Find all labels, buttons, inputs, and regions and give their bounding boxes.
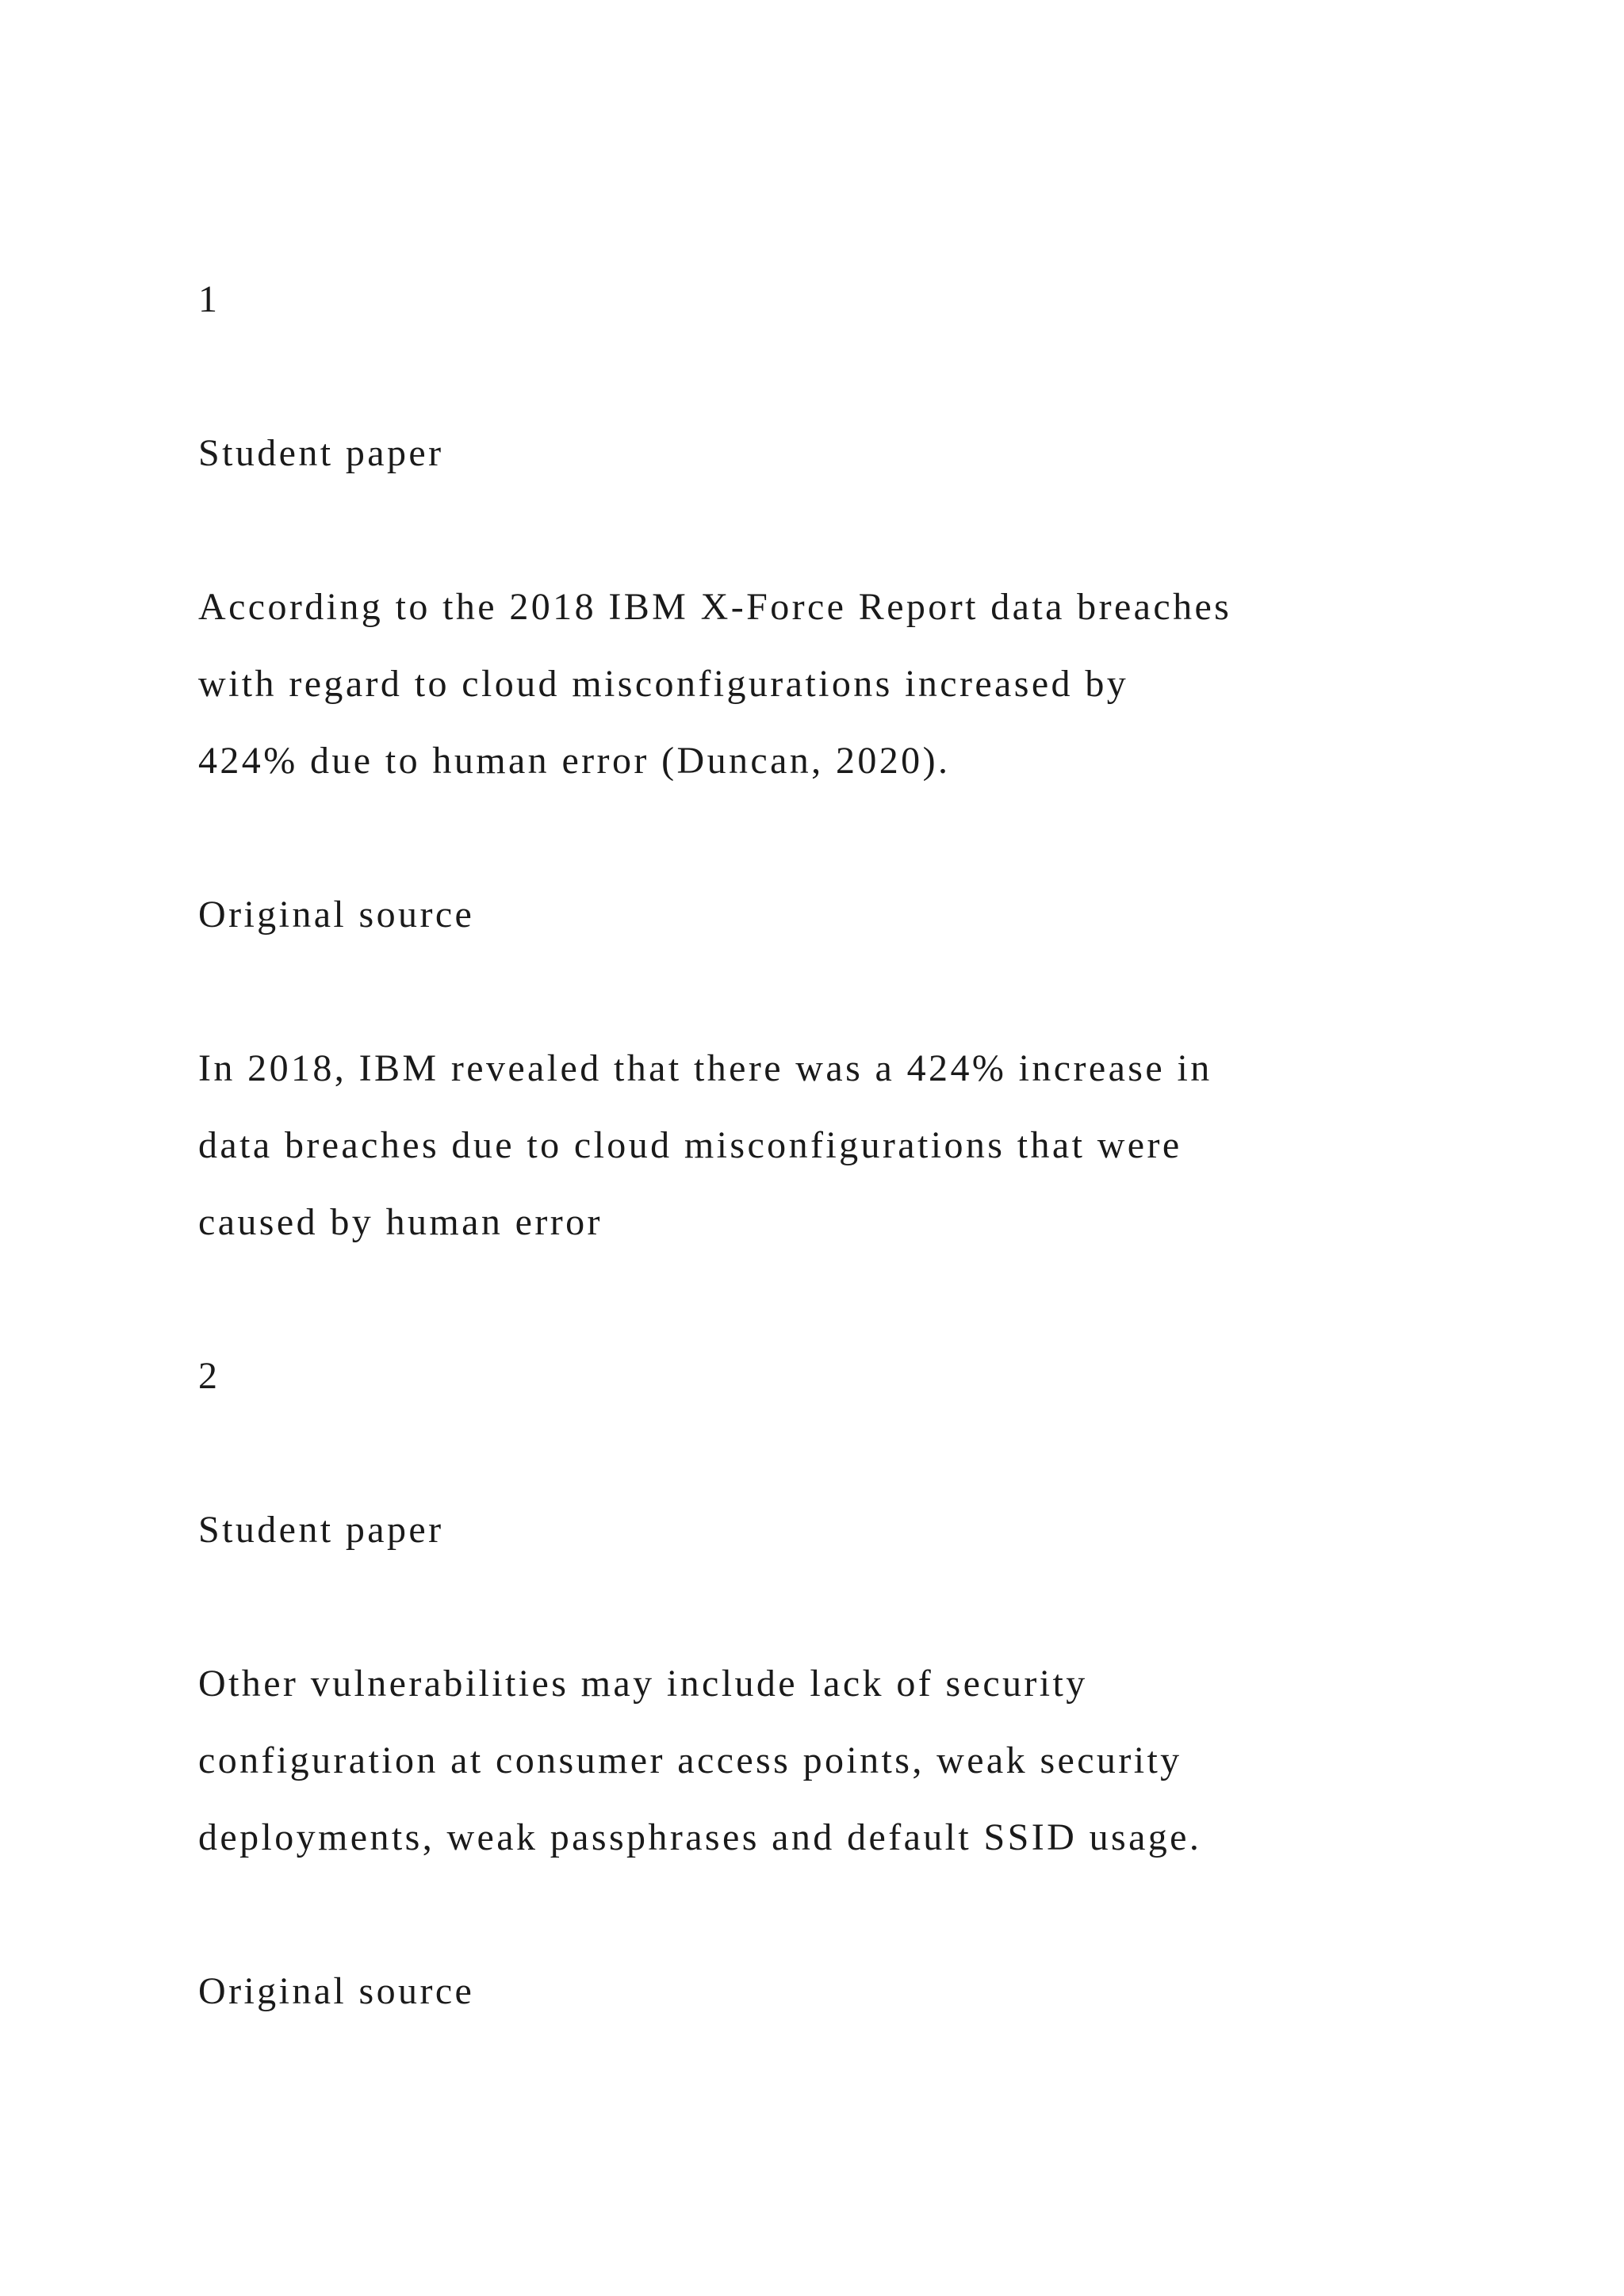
student-paper-label: Student paper xyxy=(198,1509,444,1551)
original-source-line: In 2018, IBM revealed that there was a 424% increase in xyxy=(198,1047,1212,1089)
original-source-line: caused by human error xyxy=(198,1201,603,1243)
student-paper-line: According to the 2018 IBM X-Force Report data breaches xyxy=(198,586,1232,628)
student-paper-line: 424% due to human error (Duncan, 2020). xyxy=(198,740,951,782)
original-source-label: Original source xyxy=(198,894,475,936)
original-source-label: Original source xyxy=(198,1970,475,2012)
entry-number: 1 xyxy=(198,278,220,320)
student-paper-label: Student paper xyxy=(198,432,444,474)
student-paper-line: deployments, weak passphrases and default SSID usage. xyxy=(198,1816,1202,1858)
original-source-line: data breaches due to cloud misconfigurations that were xyxy=(198,1124,1182,1166)
entry-number: 2 xyxy=(198,1355,220,1397)
student-paper-line: with regard to cloud misconfigurations increased by xyxy=(198,663,1129,705)
student-paper-line: Other vulnerabilities may include lack of security xyxy=(198,1663,1088,1705)
student-paper-line: configuration at consumer access points, weak security xyxy=(198,1739,1182,1781)
